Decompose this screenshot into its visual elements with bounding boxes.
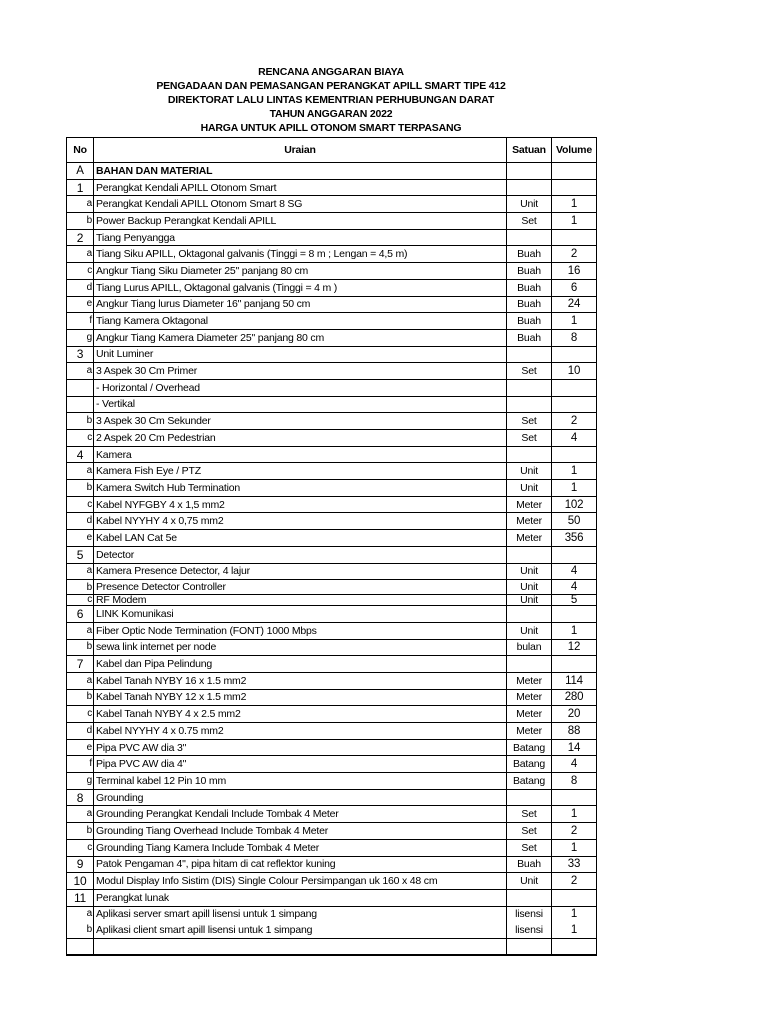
cell-no: a	[67, 363, 94, 380]
cell-satuan: Buah	[507, 263, 552, 280]
table-row	[67, 595, 597, 606]
cell-uraian: LINK Komunikasi	[94, 606, 507, 623]
title-line: RENCANA ANGGARAN BIAYA	[258, 66, 404, 78]
table-row	[67, 622, 597, 639]
table-row	[67, 563, 597, 580]
cell-uraian: Pipa PVC AW dia 4"	[94, 756, 507, 773]
cell-uraian: Kabel NYYHY 4 x 0.75 mm2	[94, 723, 507, 740]
cell-uraian: Kabel Tanah NYBY 4 x 2.5 mm2	[94, 706, 507, 723]
cell-volume: 8	[552, 773, 597, 790]
cell-no: f	[67, 756, 94, 773]
table-row	[67, 723, 597, 740]
cell-no: a	[67, 196, 94, 213]
table-row	[67, 229, 597, 246]
cell-uraian: Angkur Tiang lurus Diameter 16" panjang 50 cm	[94, 296, 507, 313]
table-row	[67, 396, 597, 413]
cell-uraian: Fiber Optic Node Termination (FONT) 1000 Mbps	[94, 622, 507, 639]
cell-satuan: Set	[507, 213, 552, 230]
cell-satuan: Meter	[507, 723, 552, 740]
cell-no: b	[67, 213, 94, 230]
cell-no: e	[67, 739, 94, 756]
cell-uraian: 3 Aspek 30 Cm Primer	[94, 363, 507, 380]
cell-uraian	[94, 938, 507, 955]
table-row	[67, 213, 597, 230]
table-row	[67, 756, 597, 773]
table-row	[67, 463, 597, 480]
cell-satuan	[507, 546, 552, 563]
cell-volume: 8	[552, 329, 597, 346]
cell-uraian: Kamera Presence Detector, 4 lajur	[94, 563, 507, 580]
cell-uraian: Grounding Tiang Kamera Include Tombak 4 Meter	[94, 839, 507, 856]
cell-uraian: Grounding Perangkat Kendali Include Tombak 4 Meter	[94, 806, 507, 823]
cell-uraian: Tiang Kamera Oktagonal	[94, 313, 507, 330]
cell-satuan: Buah	[507, 296, 552, 313]
cell-uraian: 3 Aspek 30 Cm Sekunder	[94, 413, 507, 430]
cell-no: d	[67, 513, 94, 530]
cell-uraian: Perangkat Kendali APILL Otonom Smart	[94, 179, 507, 196]
cell-volume: 1	[552, 806, 597, 823]
cell-volume: 10	[552, 363, 597, 380]
cell-no: 7	[67, 656, 94, 673]
cell-volume	[552, 229, 597, 246]
cell-satuan: Unit	[507, 196, 552, 213]
cell-satuan	[507, 789, 552, 806]
cell-uraian: Grounding	[94, 789, 507, 806]
table-row	[67, 873, 597, 890]
cell-no: d	[67, 279, 94, 296]
cell-volume: 2	[552, 873, 597, 890]
cell-volume: 4	[552, 756, 597, 773]
cell-no: a	[67, 563, 94, 580]
cell-satuan: Meter	[507, 530, 552, 547]
cell-satuan: Batang	[507, 739, 552, 756]
cell-no: b	[67, 480, 94, 497]
cell-satuan	[507, 163, 552, 180]
table-row	[67, 346, 597, 363]
table-row	[67, 606, 597, 623]
cell-satuan	[507, 379, 552, 396]
cell-volume	[552, 179, 597, 196]
cell-volume: 1	[552, 622, 597, 639]
cell-volume: 1	[552, 213, 597, 230]
cell-no: 11	[67, 889, 94, 906]
cell-uraian: Angkur Tiang Kamera Diameter 25" panjang 80 cm	[94, 329, 507, 346]
cell-no: c	[67, 706, 94, 723]
cell-volume: 1	[552, 313, 597, 330]
cell-volume: 16	[552, 263, 597, 280]
cell-no: e	[67, 530, 94, 547]
table-row	[67, 496, 597, 513]
table-row	[67, 639, 597, 656]
cell-satuan: Set	[507, 806, 552, 823]
table-row	[67, 296, 597, 313]
cell-volume: 2	[552, 413, 597, 430]
cell-no: 6	[67, 606, 94, 623]
cell-satuan: Unit	[507, 580, 552, 595]
cell-uraian: Modul Display Info Sistim (DIS) Single Colour Persimpangan uk 160 x 48 cm	[94, 873, 507, 890]
cell-satuan	[507, 606, 552, 623]
table-row	[67, 706, 597, 723]
cell-no: b	[67, 823, 94, 840]
cell-uraian: Kabel Tanah NYBY 16 x 1.5 mm2	[94, 672, 507, 689]
cell-satuan	[507, 179, 552, 196]
table-row	[67, 513, 597, 530]
cell-volume: 14	[552, 739, 597, 756]
cell-uraian: Kamera Fish Eye / PTZ	[94, 463, 507, 480]
cell-volume	[552, 163, 597, 180]
cell-uraian: - Vertikal	[94, 396, 507, 413]
cell-volume: 6	[552, 279, 597, 296]
cell-volume: 50	[552, 513, 597, 530]
cell-satuan	[507, 229, 552, 246]
cell-satuan: Unit	[507, 873, 552, 890]
cell-volume: 4	[552, 563, 597, 580]
cell-no: 2	[67, 229, 94, 246]
cell-satuan	[507, 396, 552, 413]
cell-uraian: Grounding Tiang Overhead Include Tombak 4 Meter	[94, 823, 507, 840]
cell-volume	[552, 789, 597, 806]
cell-no: d	[67, 723, 94, 740]
cell-no	[67, 379, 94, 396]
cell-volume: 1	[552, 196, 597, 213]
table-row	[67, 263, 597, 280]
cell-no: b	[67, 639, 94, 656]
cell-no: b	[67, 922, 94, 938]
table-row	[67, 839, 597, 856]
cell-satuan: Unit	[507, 480, 552, 497]
table-row	[67, 379, 597, 396]
table-row	[67, 580, 597, 595]
cell-volume: 1	[552, 480, 597, 497]
cell-uraian: Presence Detector Controller	[94, 580, 507, 595]
cell-volume	[552, 889, 597, 906]
cell-satuan: Meter	[507, 672, 552, 689]
table-row	[67, 363, 597, 380]
cell-uraian: Perangkat Kendali APILL Otonom Smart 8 SG	[94, 196, 507, 213]
header-volume: Volume	[552, 138, 597, 163]
table-row	[67, 823, 597, 840]
cell-uraian: - Horizontal / Overhead	[94, 379, 507, 396]
cell-volume: 20	[552, 706, 597, 723]
table-row	[67, 329, 597, 346]
title-line: TAHUN ANGGARAN 2022	[269, 108, 393, 120]
cell-satuan: Set	[507, 413, 552, 430]
table-row	[67, 672, 597, 689]
cell-uraian: Kabel dan Pipa Pelindung	[94, 656, 507, 673]
header-uraian: Uraian	[94, 138, 507, 163]
cell-uraian: Pipa PVC AW dia 3"	[94, 739, 507, 756]
cell-satuan: Set	[507, 430, 552, 447]
table-row	[67, 163, 597, 180]
cell-uraian: Perangkat lunak	[94, 889, 507, 906]
cell-no: b	[67, 580, 94, 595]
cell-volume	[552, 938, 597, 955]
cell-no: 4	[67, 446, 94, 463]
cell-no: g	[67, 329, 94, 346]
cell-satuan: Meter	[507, 689, 552, 706]
cell-no: b	[67, 413, 94, 430]
cell-no: c	[67, 839, 94, 856]
table-row	[67, 889, 597, 906]
cell-uraian: Kabel LAN Cat 5e	[94, 530, 507, 547]
cell-no: 9	[67, 856, 94, 873]
cell-no: 5	[67, 546, 94, 563]
cell-no: f	[67, 313, 94, 330]
cell-no: c	[67, 430, 94, 447]
table-row	[67, 906, 597, 922]
cell-no: a	[67, 672, 94, 689]
table-row	[67, 773, 597, 790]
table-row	[67, 546, 597, 563]
table-row	[67, 446, 597, 463]
cell-uraian: Patok Pengaman 4", pipa hitam di cat reflektor kuning	[94, 856, 507, 873]
cell-volume: 4	[552, 430, 597, 447]
cell-satuan: Buah	[507, 856, 552, 873]
cell-uraian: Angkur Tiang Siku Diameter 25" panjang 80 cm	[94, 263, 507, 280]
cell-no: g	[67, 773, 94, 790]
document-title-block	[66, 65, 596, 135]
cell-volume	[552, 606, 597, 623]
table-row	[67, 480, 597, 497]
cell-uraian: BAHAN DAN MATERIAL	[94, 163, 507, 180]
cell-satuan: lisensi	[507, 922, 552, 938]
cell-satuan: Buah	[507, 313, 552, 330]
cell-volume: 12	[552, 639, 597, 656]
table-row	[67, 689, 597, 706]
header-no: No	[67, 138, 94, 163]
cell-no: a	[67, 463, 94, 480]
cell-satuan: Meter	[507, 513, 552, 530]
cell-volume	[552, 346, 597, 363]
table-row	[67, 922, 597, 938]
cell-volume: 4	[552, 580, 597, 595]
cell-volume: 356	[552, 530, 597, 547]
table-row	[67, 656, 597, 673]
cell-satuan: Set	[507, 839, 552, 856]
cell-satuan: Buah	[507, 329, 552, 346]
cell-satuan: Meter	[507, 496, 552, 513]
cell-no	[67, 938, 94, 955]
cell-no: c	[67, 263, 94, 280]
table-row	[67, 739, 597, 756]
cell-satuan: Unit	[507, 463, 552, 480]
cell-uraian: Kabel NYFGBY 4 x 1,5 mm2	[94, 496, 507, 513]
cell-no: 3	[67, 346, 94, 363]
cell-no: 1	[67, 179, 94, 196]
table-header-row	[67, 138, 597, 163]
cell-satuan: Meter	[507, 706, 552, 723]
cell-satuan: lisensi	[507, 906, 552, 922]
cell-satuan: Set	[507, 363, 552, 380]
cell-no: a	[67, 246, 94, 263]
cell-volume	[552, 446, 597, 463]
table-row	[67, 179, 597, 196]
cell-no: b	[67, 689, 94, 706]
cell-volume: 2	[552, 246, 597, 263]
cell-volume: 33	[552, 856, 597, 873]
cell-uraian: Kamera	[94, 446, 507, 463]
cell-volume: 24	[552, 296, 597, 313]
cell-volume: 1	[552, 906, 597, 922]
cell-uraian: Aplikasi client smart apill lisensi untuk 1 simpang	[94, 922, 507, 938]
cell-satuan: Unit	[507, 563, 552, 580]
cell-uraian: Tiang Lurus APILL, Oktagonal galvanis (Tinggi = 4 m )	[94, 279, 507, 296]
table-row	[67, 530, 597, 547]
title-line: HARGA UNTUK APILL OTONOM SMART TERPASANG	[200, 122, 462, 134]
cell-uraian: Terminal kabel 12 Pin 10 mm	[94, 773, 507, 790]
table-row	[67, 196, 597, 213]
cell-uraian: Aplikasi server smart apill lisensi untuk 1 simpang	[94, 906, 507, 922]
cell-no: 10	[67, 873, 94, 890]
cell-volume: 2	[552, 823, 597, 840]
cell-volume: 1	[552, 463, 597, 480]
cell-volume: 88	[552, 723, 597, 740]
cell-satuan: bulan	[507, 639, 552, 656]
table-row	[67, 806, 597, 823]
cell-satuan	[507, 446, 552, 463]
cell-volume: 114	[552, 672, 597, 689]
cell-volume: 1	[552, 922, 597, 938]
cell-uraian: RF Modem	[94, 595, 507, 606]
cell-volume: 102	[552, 496, 597, 513]
header-satuan: Satuan	[507, 138, 552, 163]
table-row	[67, 430, 597, 447]
cell-volume: 280	[552, 689, 597, 706]
cell-satuan	[507, 346, 552, 363]
cell-satuan	[507, 889, 552, 906]
cell-no: a	[67, 806, 94, 823]
cell-satuan: Batang	[507, 756, 552, 773]
cell-no: c	[67, 496, 94, 513]
cell-no: a	[67, 906, 94, 922]
cell-uraian: Tiang Siku APILL, Oktagonal galvanis (Tinggi = 8 m ; Lengan = 4,5 m)	[94, 246, 507, 263]
title-line: PENGADAAN DAN PEMASANGAN PERANGKAT APILL SMART TIPE 412	[156, 80, 506, 92]
cell-uraian: 2 Aspek 20 Cm Pedestrian	[94, 430, 507, 447]
cell-volume	[552, 656, 597, 673]
cell-uraian: Power Backup Perangkat Kendali APILL	[94, 213, 507, 230]
table-row	[67, 413, 597, 430]
table-body	[67, 163, 597, 955]
cell-satuan: Batang	[507, 773, 552, 790]
table-row	[67, 279, 597, 296]
cell-no: e	[67, 296, 94, 313]
cell-no	[67, 396, 94, 413]
cell-no: 8	[67, 789, 94, 806]
cell-volume	[552, 546, 597, 563]
cell-uraian: sewa link internet per node	[94, 639, 507, 656]
cell-no: a	[67, 622, 94, 639]
cell-satuan: Set	[507, 823, 552, 840]
cell-satuan: Unit	[507, 622, 552, 639]
cell-volume	[552, 379, 597, 396]
cell-satuan	[507, 656, 552, 673]
cell-uraian: Kabel Tanah NYBY 12 x 1.5 mm2	[94, 689, 507, 706]
table-row	[67, 938, 597, 955]
cell-uraian: Kamera Switch Hub Termination	[94, 480, 507, 497]
table-row	[67, 246, 597, 263]
cell-volume: 5	[552, 595, 597, 606]
table-row	[67, 856, 597, 873]
title-line: DIREKTORAT LALU LINTAS KEMENTRIAN PERHUBUNGAN DARAT	[167, 94, 495, 106]
cell-satuan: Unit	[507, 595, 552, 606]
cell-satuan	[507, 938, 552, 955]
cell-satuan: Buah	[507, 246, 552, 263]
cell-satuan: Buah	[507, 279, 552, 296]
cell-uraian: Tiang Penyangga	[94, 229, 507, 246]
cell-volume: 1	[552, 839, 597, 856]
cell-uraian: Detector	[94, 546, 507, 563]
cell-uraian: Unit Luminer	[94, 346, 507, 363]
table-row	[67, 789, 597, 806]
cell-no: c	[67, 595, 94, 606]
cell-uraian: Kabel NYYHY 4 x 0,75 mm2	[94, 513, 507, 530]
cell-volume	[552, 396, 597, 413]
table-row	[67, 313, 597, 330]
cell-no: A	[67, 163, 94, 180]
budget-table	[66, 137, 597, 956]
